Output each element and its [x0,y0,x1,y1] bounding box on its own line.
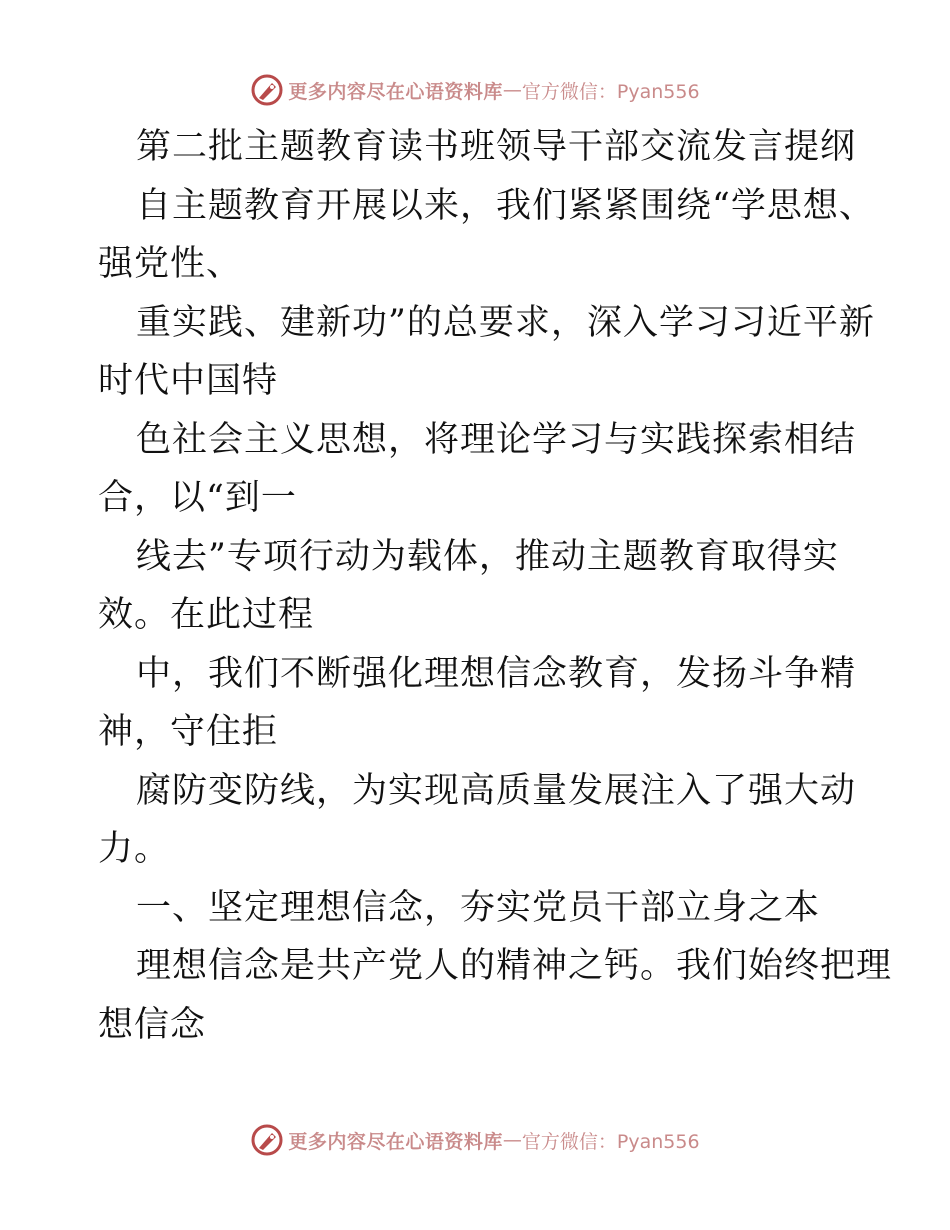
paragraph-line: 中，我们不断强化理想信念教育，发扬斗争精 [136,653,857,694]
paragraph-line: 时代中国特 [98,361,279,401]
banner-separator: — [502,1129,522,1151]
site-name: 更多内容尽在心语资料库 [288,80,503,103]
header-watermark-banner [0,70,950,110]
pen-nib-logo-icon [250,73,284,107]
wechat-id: 官方微信：Pyan556 [521,80,700,103]
paragraph-line: 效。在此过程 [98,595,315,635]
paragraph-line: 线去”专项行动为载体，推动主题教育取得实 [136,536,839,577]
footer-watermark-banner [0,1120,950,1160]
paragraph-line: 强党性、 [98,244,243,284]
paragraph-line: 神，守住拒 [98,712,279,752]
paragraph-line: 自主题教育开展以来，我们紧紧围绕“学思想、 [136,185,875,226]
paragraph-line: 合，以“到一 [98,478,297,518]
paragraph-line: 想信念 [98,1004,207,1045]
paragraph-line: 腐防变防线，为实现高质量发展注入了强大动 [136,770,857,811]
paragraph-line: 理想信念是共产党人的精神之钙。我们始终把理 [136,946,893,986]
section-heading: 一、坚定理想信念，夯实党员干部立身之本 [136,887,821,928]
paragraph-line: 色社会主义思想，将理论学习与实践探索相结 [136,419,857,460]
paragraph-line: 力。 [98,829,171,869]
document-body [98,118,893,1054]
document-title: 第二批主题教育读书班领导干部交流发言提纲 [136,127,857,167]
wechat-id: 官方微信：Pyan556 [521,1130,700,1153]
pen-nib-logo-icon [250,1123,284,1157]
paragraph-line: 重实践、建新功”的总要求，深入学习习近平新 [136,302,875,343]
site-name: 更多内容尽在心语资料库 [288,1130,503,1153]
banner-separator: — [502,79,522,101]
